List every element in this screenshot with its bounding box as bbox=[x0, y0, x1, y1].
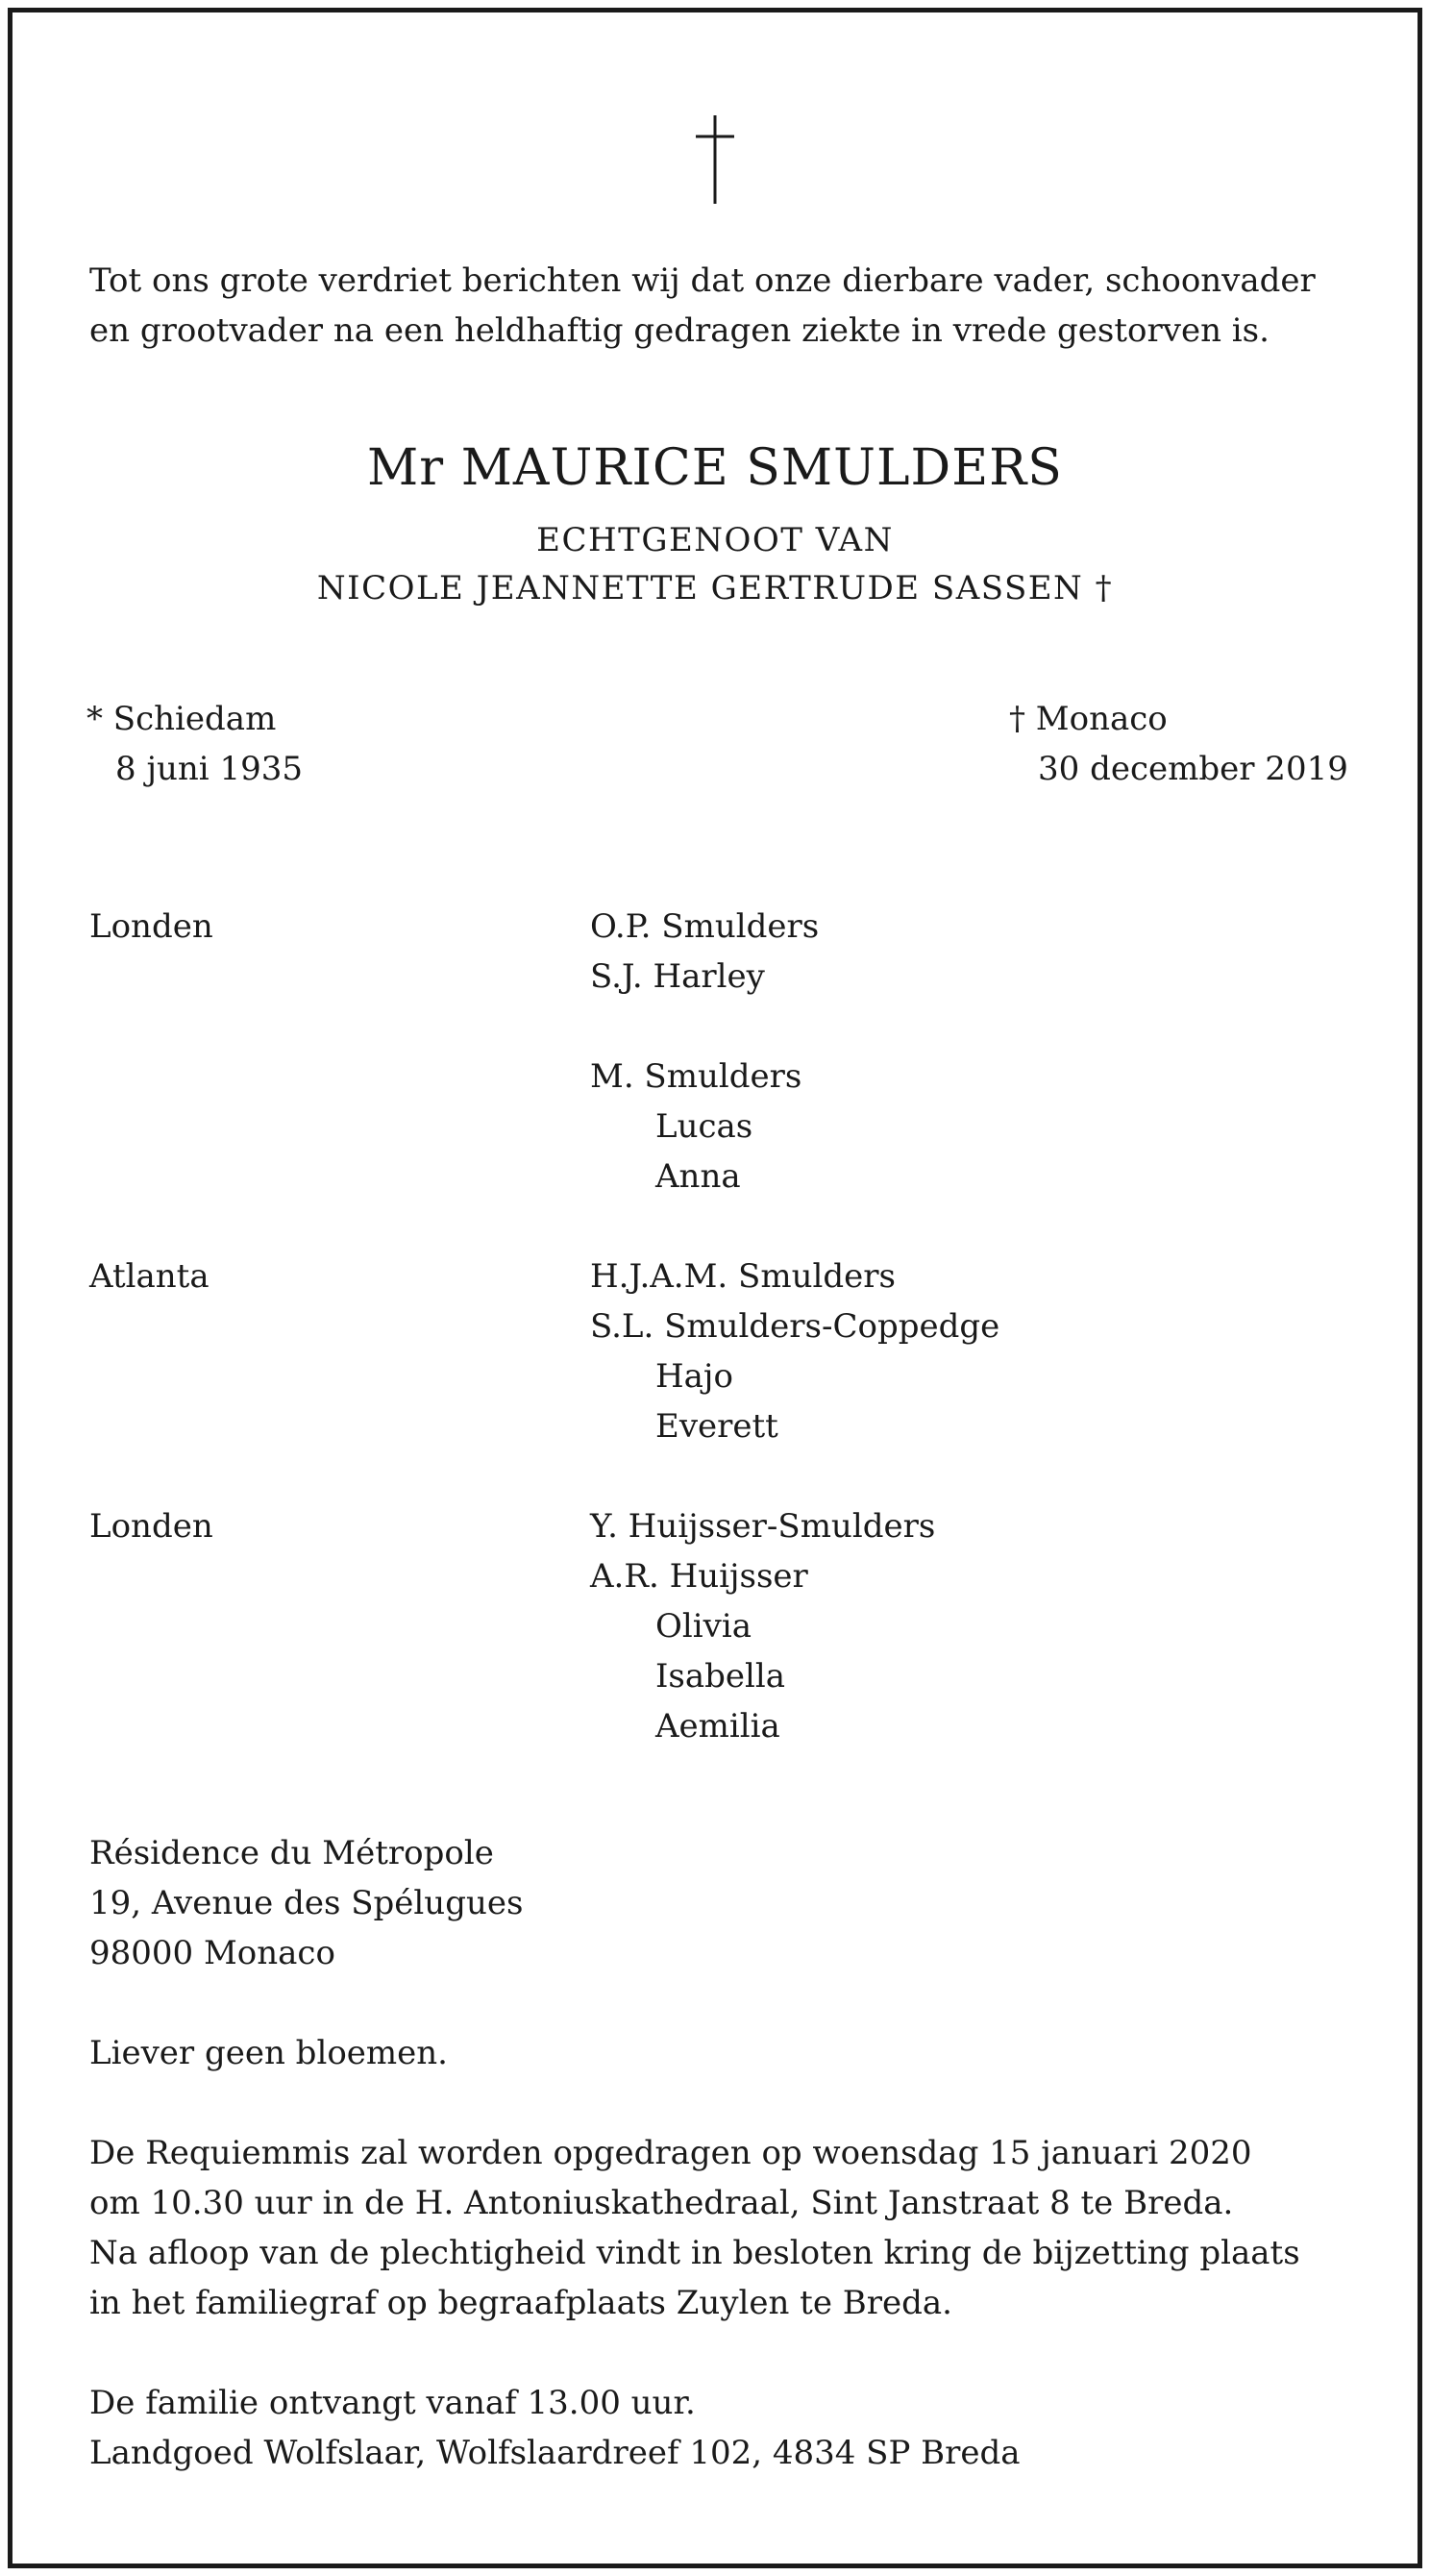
family-member: A.R. Huijsser bbox=[590, 1557, 808, 1596]
family-grandchild: Anna bbox=[655, 1157, 741, 1196]
intro-line-2: en grootvader na een heldhaftig gedragen ziekte in vrede gestorven is. bbox=[89, 311, 1270, 350]
family-grandchild: Hajo bbox=[655, 1357, 733, 1396]
family-member: M. Smulders bbox=[590, 1057, 802, 1096]
deceased-name bbox=[0, 434, 1430, 502]
address-line-2: 19, Avenue des Spélugues bbox=[89, 1884, 524, 1922]
family-city-1: Londen bbox=[89, 907, 213, 946]
family-city-2: Atlanta bbox=[89, 1257, 210, 1296]
service-line-3: Na afloop van de plechtigheid vindt in besloten kring de bijzetting plaats bbox=[89, 2234, 1300, 2272]
spouse-line-2: NICOLE JEANNETTE GERTRUDE SASSEN † bbox=[316, 569, 1114, 607]
address-line-3: 98000 Monaco bbox=[89, 1934, 335, 1972]
family-grandchild: Aemilia bbox=[655, 1707, 780, 1746]
family-grandchild: Lucas bbox=[655, 1107, 753, 1146]
service-line-4: in het familiegraf op begraafplaats Zuylen te Breda. bbox=[89, 2284, 952, 2322]
family-member: S.L. Smulders-Coppedge bbox=[590, 1307, 1000, 1346]
flowers-note: Liever geen bloemen. bbox=[89, 2034, 448, 2072]
family-city-3: Londen bbox=[89, 1507, 213, 1546]
reception-line-2: Landgoed Wolfslaar, Wolfslaardreef 102, 4834 SP Breda bbox=[89, 2434, 1021, 2472]
death-date: 30 december 2019 bbox=[1038, 750, 1348, 788]
family-grandchild: Everett bbox=[655, 1407, 778, 1446]
family-grandchild: Isabella bbox=[655, 1657, 786, 1696]
cross-icon bbox=[694, 115, 736, 204]
service-line-2: om 10.30 uur in de H. Antoniuskathedraal, Sint Janstraat 8 te Breda. bbox=[89, 2184, 1234, 2222]
reception-line-1: De familie ontvangt vanaf 13.00 uur. bbox=[89, 2384, 696, 2422]
service-line-1: De Requiemmis zal worden opgedragen op woensdag 15 januari 2020 bbox=[89, 2134, 1252, 2172]
family-member: O.P. Smulders bbox=[590, 907, 820, 946]
family-member: H.J.A.M. Smulders bbox=[590, 1257, 896, 1296]
address-line-1: Résidence du Métropole bbox=[89, 1834, 494, 1872]
birth-place: * Schiedam bbox=[86, 700, 277, 738]
deceased-title: Mr bbox=[367, 439, 445, 497]
family-member: Y. Huijsser-Smulders bbox=[590, 1507, 936, 1546]
intro-line-1: Tot ons grote verdriet berichten wij dat onze dierbare vader, schoonvader bbox=[89, 261, 1316, 300]
death-place: † Monaco bbox=[1009, 700, 1168, 738]
spouse-line-1: ECHTGENOOT VAN bbox=[536, 521, 894, 559]
deceased-fullname: MAURICE SMULDERS bbox=[460, 439, 1063, 497]
family-member: S.J. Harley bbox=[590, 957, 765, 996]
family-grandchild: Olivia bbox=[655, 1607, 752, 1646]
birth-date: 8 juni 1935 bbox=[115, 750, 303, 788]
